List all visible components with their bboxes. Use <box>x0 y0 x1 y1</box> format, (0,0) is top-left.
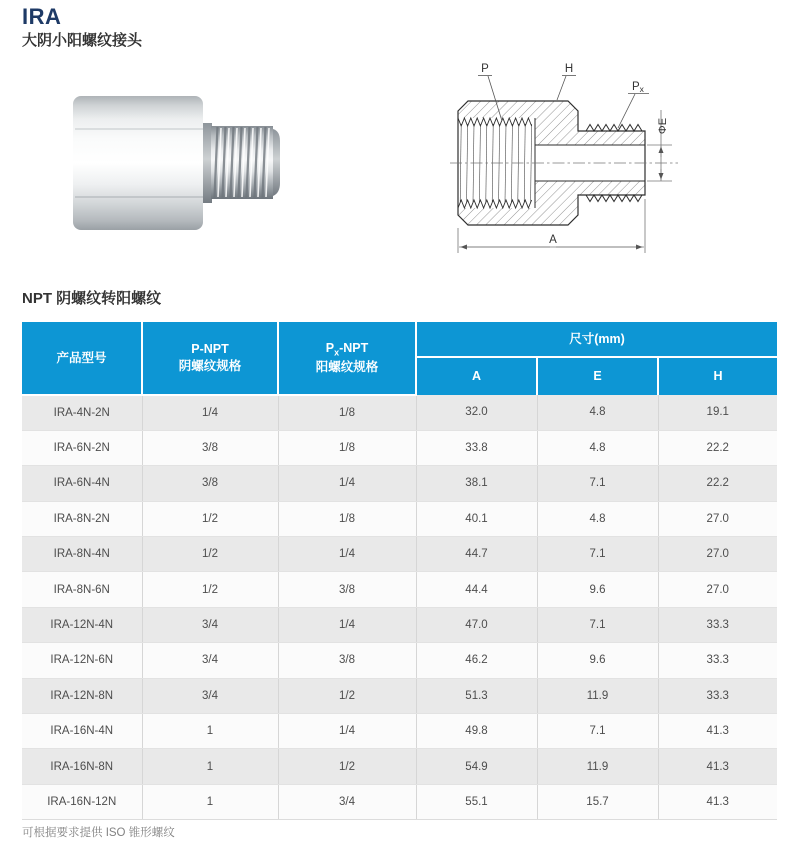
cell-model: IRA-6N-2N <box>22 430 142 465</box>
cell-a: 51.3 <box>416 678 537 713</box>
cell-model: IRA-8N-6N <box>22 572 142 607</box>
label-p: P <box>481 63 489 75</box>
cell-p-npt: 1 <box>142 784 278 819</box>
cell-h: 22.2 <box>658 466 777 501</box>
table-row <box>22 572 777 607</box>
footnote: 可根据要求提供 ISO 锥形螺纹 <box>22 827 175 839</box>
cell-model: IRA-8N-2N <box>22 501 142 536</box>
cell-h: 33.3 <box>658 678 777 713</box>
cell-a: 32.0 <box>416 395 537 430</box>
table-row <box>22 643 777 678</box>
cell-a: 54.9 <box>416 749 537 784</box>
cell-e: 4.8 <box>537 501 658 536</box>
table-row <box>22 395 777 430</box>
cell-p-npt: 1/4 <box>142 395 278 430</box>
cell-px-npt: 1/2 <box>278 749 416 784</box>
cell-e: 7.1 <box>537 466 658 501</box>
cell-model: IRA-16N-4N <box>22 714 142 749</box>
cell-a: 40.1 <box>416 501 537 536</box>
cell-px-npt: 1/4 <box>278 607 416 642</box>
table-row <box>22 501 777 536</box>
cell-h: 41.3 <box>658 749 777 784</box>
cell-a: 49.8 <box>416 714 537 749</box>
cell-a: 46.2 <box>416 643 537 678</box>
cell-h: 19.1 <box>658 395 777 430</box>
cell-p-npt: 1 <box>142 714 278 749</box>
cell-model: IRA-6N-4N <box>22 466 142 501</box>
photo-neck <box>203 123 212 203</box>
table-row <box>22 430 777 465</box>
cell-e: 15.7 <box>537 784 658 819</box>
cell-model: IRA-12N-4N <box>22 607 142 642</box>
cell-p-npt: 1/2 <box>142 572 278 607</box>
cell-a: 44.7 <box>416 537 537 572</box>
cell-e: 11.9 <box>537 749 658 784</box>
cell-h: 41.3 <box>658 714 777 749</box>
table-row <box>22 537 777 572</box>
cell-e: 7.1 <box>537 537 658 572</box>
cell-h: 41.3 <box>658 784 777 819</box>
table-row <box>22 466 777 501</box>
col-header-p-npt: P-NPT 阴螺纹规格 <box>142 322 278 395</box>
page-subtitle: 大阴小阳螺纹接头 <box>22 32 143 49</box>
cell-model: IRA-12N-6N <box>22 643 142 678</box>
label-h: H <box>564 63 574 75</box>
cell-h: 33.3 <box>658 607 777 642</box>
cell-model: IRA-4N-2N <box>22 395 142 430</box>
cell-p-npt: 3/8 <box>142 430 278 465</box>
col-header-a: A <box>416 357 537 395</box>
dim-label-a: A <box>549 234 557 246</box>
cell-p-npt: 1/2 <box>142 501 278 536</box>
cell-px-npt: 1/8 <box>278 395 416 430</box>
cell-p-npt: 1 <box>142 749 278 784</box>
col-header-h: H <box>658 357 777 395</box>
cell-model: IRA-12N-8N <box>22 678 142 713</box>
cell-e: 9.6 <box>537 643 658 678</box>
cell-a: 55.1 <box>416 784 537 819</box>
cell-px-npt: 1/8 <box>278 430 416 465</box>
cell-e: 7.1 <box>537 714 658 749</box>
cell-a: 33.8 <box>416 430 537 465</box>
cell-model: IRA-16N-8N <box>22 749 142 784</box>
cell-e: 4.8 <box>537 395 658 430</box>
cell-px-npt: 3/8 <box>278 572 416 607</box>
cell-p-npt: 3/4 <box>142 643 278 678</box>
technical-drawing <box>450 58 690 263</box>
cell-a: 38.1 <box>416 466 537 501</box>
cell-h: 27.0 <box>658 537 777 572</box>
cell-model: IRA-16N-12N <box>22 784 142 819</box>
table-row <box>22 784 777 819</box>
cell-px-npt: 1/2 <box>278 678 416 713</box>
product-photo <box>60 85 310 245</box>
spec-table-body <box>22 395 777 820</box>
col-header-e: E <box>537 357 658 395</box>
cell-e: 11.9 <box>537 678 658 713</box>
cell-p-npt: 3/4 <box>142 678 278 713</box>
cell-px-npt: 1/4 <box>278 714 416 749</box>
cell-a: 44.4 <box>416 572 537 607</box>
col-header-dimensions: 尺寸(mm) <box>416 322 777 357</box>
table-row <box>22 607 777 642</box>
page-title: IRA <box>22 4 62 29</box>
cell-h: 33.3 <box>658 643 777 678</box>
cell-e: 9.6 <box>537 572 658 607</box>
table-row <box>22 749 777 784</box>
col-header-model: 产品型号 <box>22 322 142 395</box>
cell-h: 27.0 <box>658 572 777 607</box>
cell-a: 47.0 <box>416 607 537 642</box>
cell-h: 22.2 <box>658 430 777 465</box>
cell-p-npt: 3/4 <box>142 607 278 642</box>
table-row <box>22 678 777 713</box>
cell-p-npt: 1/2 <box>142 537 278 572</box>
spec-table <box>22 322 777 820</box>
cell-px-npt: 1/4 <box>278 466 416 501</box>
cell-px-npt: 1/4 <box>278 537 416 572</box>
cell-px-npt: 3/8 <box>278 643 416 678</box>
table-row <box>22 714 777 749</box>
cell-px-npt: 3/4 <box>278 784 416 819</box>
cell-e: 4.8 <box>537 430 658 465</box>
label-px: Px <box>632 81 644 94</box>
section-title: NPT 阴螺纹转阳螺纹 <box>22 290 162 307</box>
cell-px-npt: 1/8 <box>278 501 416 536</box>
cell-h: 27.0 <box>658 501 777 536</box>
col-header-px-npt: $P_x$-NPT 阳螺纹规格 <box>278 322 416 395</box>
photo-hex-body <box>73 96 203 230</box>
cell-model: IRA-8N-4N <box>22 537 142 572</box>
cell-e: 7.1 <box>537 607 658 642</box>
dim-label-phi-e: ΦE <box>657 117 669 135</box>
cell-p-npt: 3/8 <box>142 466 278 501</box>
